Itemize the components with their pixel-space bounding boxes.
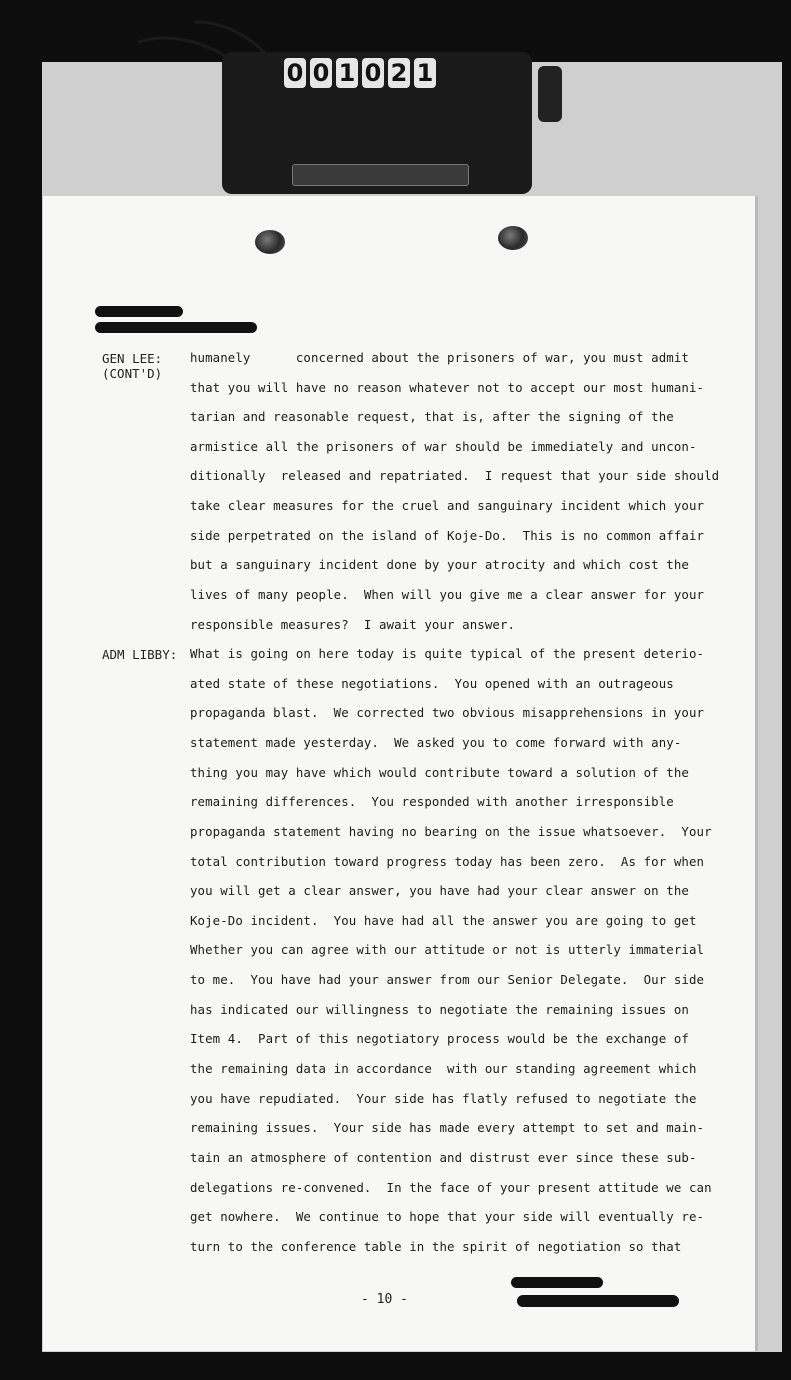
document-page bbox=[43, 196, 755, 1351]
redaction-bar-bottom-1 bbox=[511, 1277, 603, 1288]
text-line: tain an atmosphere of contention and distrust ever since these sub- bbox=[190, 1150, 697, 1165]
counter-digit: 2 bbox=[388, 58, 410, 88]
text-line: total contribution toward progress today has been zero. As for when bbox=[190, 854, 705, 869]
counter-slot bbox=[292, 164, 469, 186]
text-line: statement made yesterday. We asked you to come forward with any- bbox=[190, 735, 682, 750]
speaker-label-gen-lee-contd: (CONT'D) bbox=[102, 366, 163, 381]
text-line: but a sanguinary incident done by your atrocity and which cost the bbox=[190, 557, 689, 572]
text-line: has indicated our willingness to negotiate the remaining issues on bbox=[190, 1002, 689, 1017]
counter-knob bbox=[538, 66, 562, 122]
text-line: take clear measures for the cruel and sanguinary incident which your bbox=[190, 498, 705, 513]
text-line: turn to the conference table in the spirit of negotiation so that bbox=[190, 1239, 682, 1254]
frame-counter bbox=[222, 52, 532, 194]
speaker-label-gen-lee: GEN LEE: bbox=[102, 351, 163, 366]
text-line: tarian and reasonable request, that is, after the signing of the bbox=[190, 409, 674, 424]
text-line: side perpetrated on the island of Koje-Do. This is no common affair bbox=[190, 528, 705, 543]
redaction-bar-top-2 bbox=[95, 322, 257, 333]
frame-counter-digits bbox=[284, 58, 436, 92]
text-line: remaining issues. Your side has made every attempt to set and main- bbox=[190, 1120, 705, 1135]
text-line: responsible measures? I await your answer. bbox=[190, 617, 516, 632]
punch-hole-left bbox=[255, 230, 285, 254]
text-line: Item 4. Part of this negotiatory process would be the exchange of bbox=[190, 1031, 689, 1046]
text-line: delegations re-convened. In the face of your present attitude we can bbox=[190, 1180, 712, 1195]
redaction-bar-bottom-2 bbox=[517, 1295, 679, 1307]
counter-digit: 0 bbox=[284, 58, 306, 88]
text-line: you will get a clear answer, you have had your clear answer on the bbox=[190, 883, 689, 898]
text-line: the remaining data in accordance with our standing agreement which bbox=[190, 1061, 697, 1076]
counter-digit: 0 bbox=[310, 58, 332, 88]
text-line: humanely concerned about the prisoners of war, you must admit bbox=[190, 350, 689, 365]
text-line: to me. You have had your answer from our Senior Delegate. Our side bbox=[190, 972, 705, 987]
speaker-label-adm-libby: ADM LIBBY: bbox=[102, 647, 178, 662]
text-line: get nowhere. We continue to hope that your side will eventually re- bbox=[190, 1209, 705, 1224]
text-line: What is going on here today is quite typical of the present deterio- bbox=[190, 646, 705, 661]
text-line: you have repudiated. Your side has flatly refused to negotiate the bbox=[190, 1091, 697, 1106]
text-line: propaganda blast. We corrected two obvious misapprehensions in your bbox=[190, 705, 705, 720]
text-line: Whether you can agree with our attitude or not is utterly immaterial bbox=[190, 942, 705, 957]
page-number: - 10 - bbox=[361, 1292, 408, 1307]
text-line: ditionally released and repatriated. I request that your side should bbox=[190, 468, 720, 483]
redaction-bar-top-1 bbox=[95, 306, 183, 317]
text-line: armistice all the prisoners of war should be immediately and uncon- bbox=[190, 439, 697, 454]
text-line: ated state of these negotiations. You opened with an outrageous bbox=[190, 676, 674, 691]
counter-digit: 1 bbox=[414, 58, 436, 88]
text-line: thing you may have which would contribute toward a solution of the bbox=[190, 765, 689, 780]
text-line: Koje-Do incident. You have had all the answer you are going to get bbox=[190, 913, 697, 928]
text-line: lives of many people. When will you give me a clear answer for your bbox=[190, 587, 705, 602]
counter-digit: 1 bbox=[336, 58, 358, 88]
punch-hole-right bbox=[498, 226, 528, 250]
text-line: that you will have no reason whatever not to accept our most humani- bbox=[190, 380, 705, 395]
counter-digit: 0 bbox=[362, 58, 384, 88]
text-line: propaganda statement having no bearing on the issue whatsoever. Your bbox=[190, 824, 712, 839]
text-line: remaining differences. You responded with another irresponsible bbox=[190, 794, 674, 809]
